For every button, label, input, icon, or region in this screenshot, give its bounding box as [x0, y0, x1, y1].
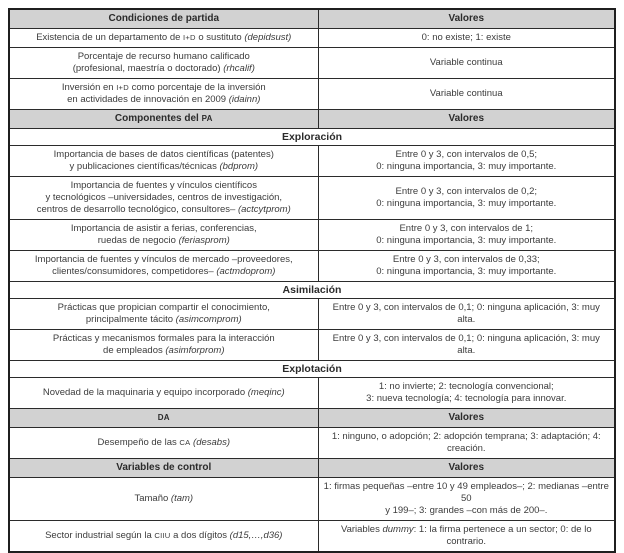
text-run: Importancia de bases de datos científicas (patentes): [53, 149, 274, 160]
text-run: en actividades de innovación en 2009: [67, 94, 229, 105]
variable-description-cell: [9, 79, 318, 110]
text-run: Entre 0 y 3, con intervalos de 0,2;: [395, 186, 538, 197]
variable-description-cell: [9, 146, 318, 177]
text-run: Importancia de asistir a ferias, conferencias,: [70, 223, 257, 234]
variable-name: (bdprom): [219, 161, 259, 172]
table-row: [9, 378, 615, 409]
values-cell: [318, 177, 615, 220]
column-header-values: [318, 459, 615, 478]
text-run: Componentes del: [114, 113, 202, 124]
text-run: : 1: la firma pertenece a un sector; 0: de lo contrario.: [413, 524, 592, 547]
text-run: Porcentaje de recurso humano calificado: [77, 51, 250, 62]
text-run: o sustituto: [195, 32, 245, 43]
section-title-row: [9, 129, 615, 146]
table-row: [9, 330, 615, 361]
text-run: Importancia de fuentes y vínculos científicos: [70, 180, 257, 191]
column-header-variable: [9, 409, 318, 428]
text-run: 0: ninguna importancia, 3: muy importante.: [376, 161, 557, 172]
table-row: [9, 79, 615, 110]
table-row: [9, 251, 615, 282]
values-cell: [318, 428, 615, 459]
text-run: y publicaciones científicas/técnicas: [69, 161, 220, 172]
text-run: Entre 0 y 3, con intervalos de 0,1; 0: ninguna aplicación, 3: muy alta.: [332, 333, 600, 356]
text-run: Importancia de fuentes y vínculos de mercado –proveedores,: [34, 254, 293, 265]
table-row: [9, 146, 615, 177]
text-run: centros de desarrollo tecnológico, consultores–: [36, 204, 238, 215]
column-header-values: [318, 9, 615, 29]
variable-name: (asimcomprom): [175, 314, 242, 325]
text-run: Sector industrial según la: [45, 530, 155, 541]
text-run: 3: nueva tecnología; 4: tecnología para innovar.: [366, 393, 567, 404]
text-run: Explotación: [282, 363, 342, 375]
text-run: 1: firmas pequeñas –entre 10 y 49 empleados–; 2: medianas –entre 50: [323, 481, 609, 504]
variable-name: (meqinc): [247, 387, 285, 398]
text-run: 0: ninguna importancia, 3: muy importante.: [376, 198, 557, 209]
section-title: [9, 129, 615, 146]
variable-name: dummy: [382, 524, 414, 535]
column-header-values: [318, 110, 615, 129]
values-cell: [318, 220, 615, 251]
text-run: Existencia de un departamento de: [36, 32, 184, 43]
values-cell: [318, 251, 615, 282]
text-run: Variable continua: [429, 88, 503, 99]
text-run: principalmente tácito: [85, 314, 176, 325]
values-cell: [318, 48, 615, 79]
variable-description-cell: [9, 330, 318, 361]
values-cell: [318, 521, 615, 553]
smallcaps-abbreviation: CA: [179, 438, 191, 447]
text-run: Entre 0 y 3, con intervalos de 0,5;: [395, 149, 538, 160]
values-cell: [318, 378, 615, 409]
group-header-row: [9, 9, 615, 29]
text-run: Valores: [448, 462, 485, 473]
text-run: y tecnológicos –universidades, centros de investigación,: [45, 192, 283, 203]
text-run: Desempeño de las: [97, 437, 180, 448]
text-run: Inversión en: [61, 82, 117, 93]
variable-name: (actcytprom): [237, 204, 291, 215]
text-run: Entre 0 y 3, con intervalos de 0,1; 0: ninguna aplicación, 3: muy alta.: [332, 302, 600, 325]
values-cell: [318, 330, 615, 361]
variable-name: (actmdoprom): [216, 266, 276, 277]
text-run: Tamaño: [134, 493, 171, 504]
variables-table-body: [9, 9, 615, 552]
smallcaps-abbreviation: I+D: [116, 83, 129, 92]
text-run: a dos dígitos: [170, 530, 230, 541]
column-header-variable: [9, 459, 318, 478]
section-title: [9, 361, 615, 378]
text-run: y 199–; 3: grandes –con más de 200–.: [385, 505, 548, 516]
section-title-row: [9, 361, 615, 378]
table-row: [9, 48, 615, 79]
text-run: clientes/consumidores, competidores–: [52, 266, 217, 277]
column-header-values: [318, 409, 615, 428]
text-run: ruedas de negocio: [97, 235, 179, 246]
text-run: 0: ninguna importancia, 3: muy importante.: [376, 266, 557, 277]
text-run: Variable continua: [429, 57, 503, 68]
table-row: [9, 177, 615, 220]
table-row: [9, 521, 615, 553]
text-run: Novedad de la maquinaria y equipo incorporado: [42, 387, 248, 398]
variable-description-cell: [9, 299, 318, 330]
variable-name: (feriasprom): [178, 235, 230, 246]
text-run: Condiciones de partida: [108, 13, 220, 24]
table-row: [9, 220, 615, 251]
variable-description-cell: [9, 521, 318, 553]
variable-description-cell: [9, 29, 318, 48]
text-run: Valores: [448, 13, 485, 24]
variable-name: (d15,…,d36): [229, 530, 283, 541]
text-run: Asimilación: [282, 284, 342, 296]
variable-description-cell: [9, 48, 318, 79]
smallcaps-abbreviation: CIIU: [154, 531, 171, 540]
variable-description-cell: [9, 378, 318, 409]
text-run: Entre 0 y 3, con intervalos de 0,33;: [392, 254, 540, 265]
column-header-variable: [9, 110, 318, 129]
text-run: 1: no invierte; 2: tecnología convencional;: [378, 381, 554, 392]
variable-name: (rhcalif): [223, 63, 255, 74]
values-cell: [318, 29, 615, 48]
text-run: Valores: [448, 412, 485, 423]
variable-description-cell: [9, 177, 318, 220]
text-run: Prácticas y mecanismos formales para la interacción: [52, 333, 275, 344]
text-run: 1: ninguno, o adopción; 2: adopción temprana; 3: adaptación; 4: creación.: [331, 431, 601, 454]
group-header-row: [9, 110, 615, 129]
smallcaps-abbreviation: PA: [201, 114, 213, 123]
text-run: Variables: [340, 524, 383, 535]
variable-name: (depidsust): [244, 32, 292, 43]
variable-name: (desabs): [193, 437, 231, 448]
variable-description-cell: [9, 251, 318, 282]
text-run: como porcentaje de la inversión: [128, 82, 266, 93]
variable-name: (tam): [170, 493, 194, 504]
values-cell: [318, 299, 615, 330]
table-row: [9, 478, 615, 521]
table-row: [9, 29, 615, 48]
group-header-row: [9, 459, 615, 478]
variable-description-cell: [9, 478, 318, 521]
section-title: [9, 282, 615, 299]
text-run: (profesional, maestría o doctorado): [72, 63, 224, 74]
group-header-row: [9, 409, 615, 428]
variable-name: (asimforprom): [165, 345, 225, 356]
text-run: de empleados: [103, 345, 166, 356]
smallcaps-abbreviation: I+D: [183, 33, 196, 42]
variables-table: [8, 8, 616, 553]
text-run: Variables de control: [116, 462, 212, 473]
values-cell: [318, 478, 615, 521]
section-title-row: [9, 282, 615, 299]
table-row: [9, 428, 615, 459]
variable-name: (idainn): [228, 94, 261, 105]
variable-description-cell: [9, 220, 318, 251]
text-run: 0: no existe; 1: existe: [421, 32, 511, 43]
text-run: Exploración: [281, 131, 343, 143]
smallcaps-abbreviation: DA: [157, 413, 170, 422]
variable-description-cell: [9, 428, 318, 459]
values-cell: [318, 79, 615, 110]
table-row: [9, 299, 615, 330]
text-run: Entre 0 y 3, con intervalos de 1;: [399, 223, 534, 234]
values-cell: [318, 146, 615, 177]
text-run: Prácticas que propician compartir el conocimiento,: [57, 302, 270, 313]
text-run: Valores: [448, 113, 485, 124]
column-header-variable: [9, 9, 318, 29]
text-run: 0: ninguna importancia, 3: muy importante.: [376, 235, 557, 246]
